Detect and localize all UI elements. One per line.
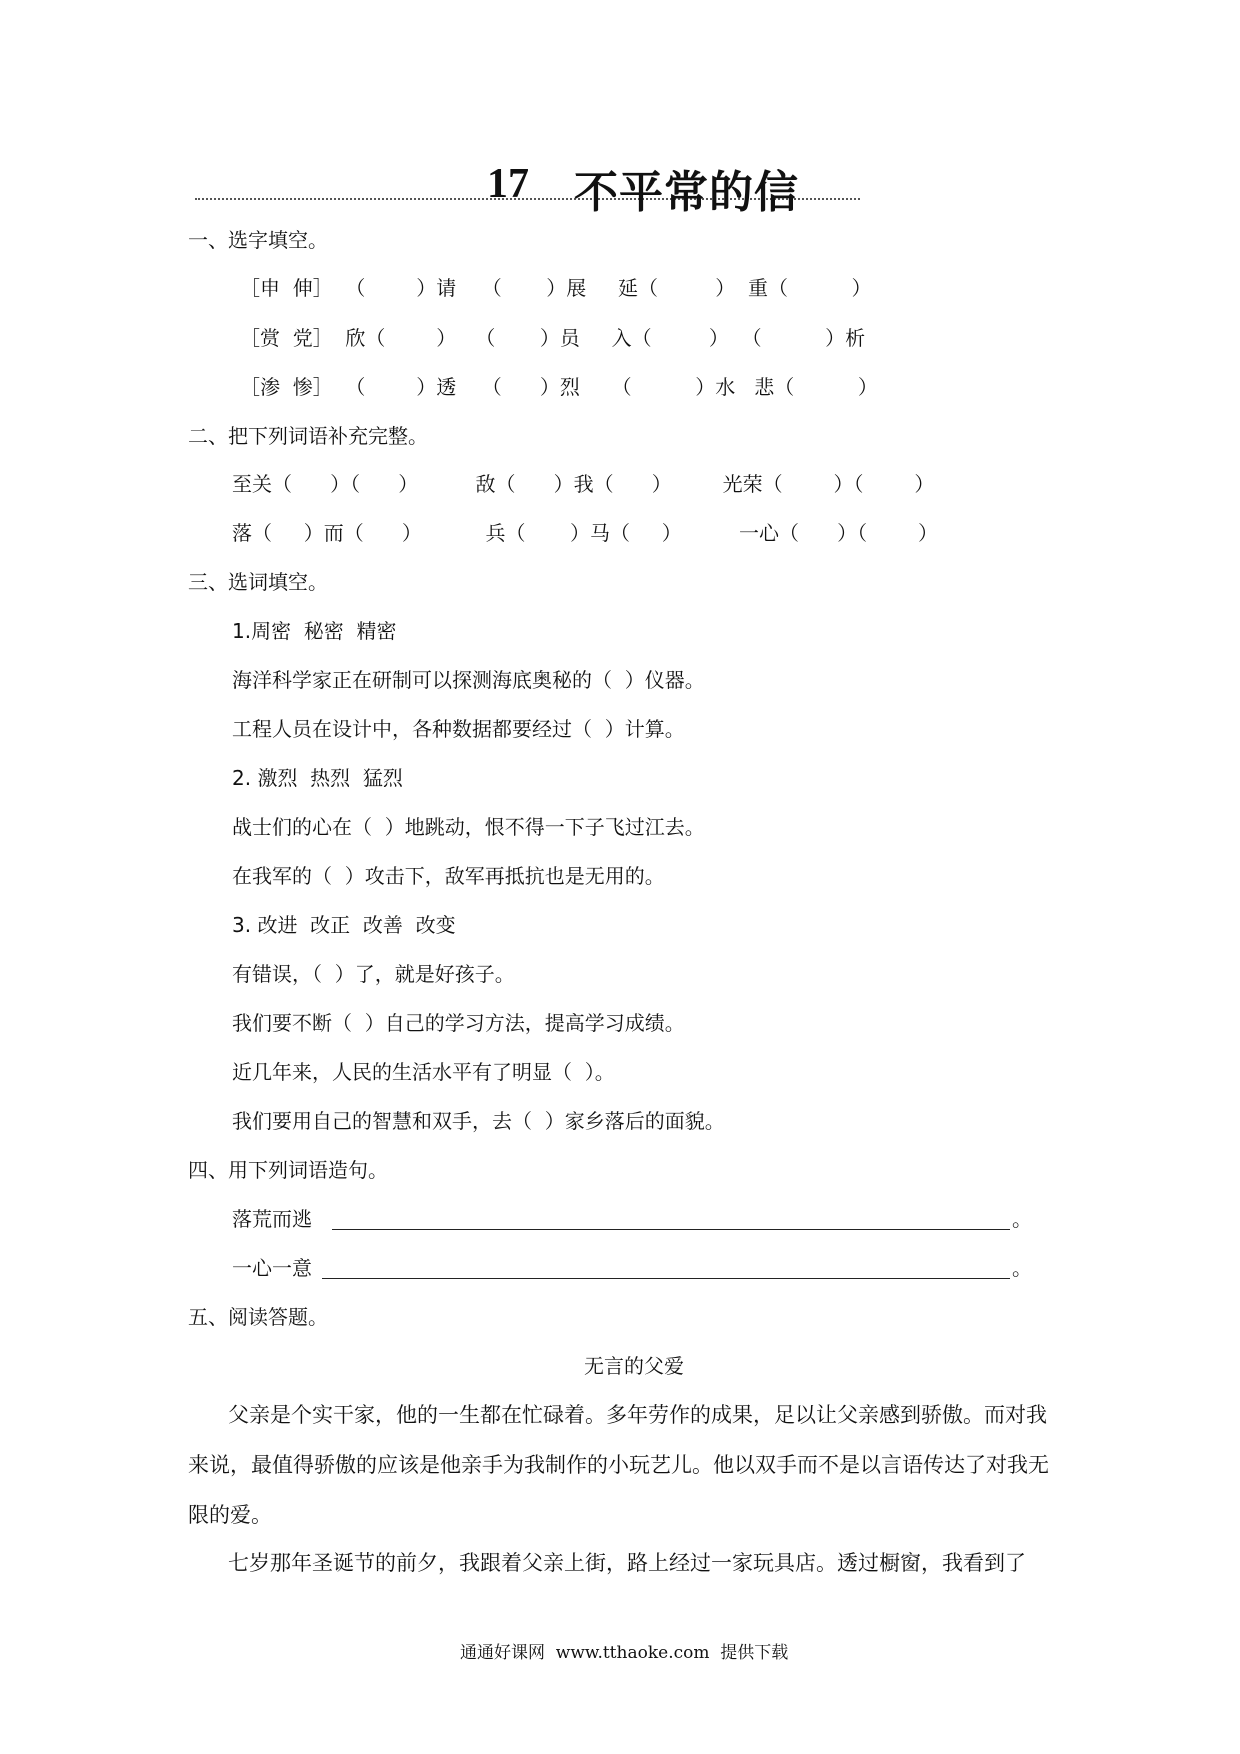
story-paragraph: 父亲是个实干家，他的一生都在忙碌着。多年劳作的成果，足以让父亲感到骄傲。而对我来说，最值得骄傲的应该是他亲手为我制作的小玩艺儿。他以双手而不是以言语传达了对我无限的爱。 [188, 1403, 1049, 1527]
section1-row: ［赏 党］ 欣（ ） （ ）员 入（ ） （ ）析 [240, 326, 866, 350]
sentence-end: 。 [1012, 1207, 1032, 1231]
answer-line[interactable] [332, 1229, 1010, 1230]
lesson-number: 17 [487, 161, 529, 207]
section2-row: 至关（ ）（ ） 敌（ ）我（ ） 光荣（ ）（ ） [232, 472, 935, 496]
fill-sentence: 海洋科学家正在研制可以探测海底奥秘的（ ）仪器。 [232, 668, 705, 692]
fill-sentence: 战士们的心在（ ）地跳动，恨不得一下子飞过江去。 [232, 815, 705, 839]
word-group: 3. 改进 改正 改善 改变 [232, 913, 456, 937]
section2-heading: 二、把下列词语补充完整。 [188, 424, 428, 448]
section2-row: 落（ ）而（ ） 兵（ ）马（ ） 一心（ ）（ ） [232, 521, 939, 545]
page-title: 不平常的信 [574, 167, 799, 218]
fill-sentence: 近几年来，人民的生活水平有了明显（ ）。 [232, 1060, 615, 1084]
story-paragraph: 七岁那年圣诞节的前夕，我跟着父亲上街，路上经过一家玩具店。透过橱窗，我看到了 [228, 1551, 1026, 1575]
section1-heading: 一、选字填空。 [188, 228, 328, 252]
word-group: 2. 激烈 热烈 猛烈 [232, 766, 403, 790]
section1-row: ［渗 惨］ （ ）透 （ ）烈 （ ）水 悲（ ） [240, 375, 878, 399]
fill-sentence: 工程人员在设计中，各种数据都要经过（ ）计算。 [232, 717, 685, 741]
fill-sentence: 我们要用自己的智慧和双手，去（ ）家乡落后的面貌。 [232, 1109, 725, 1133]
section3-heading: 三、选词填空。 [188, 570, 328, 594]
section4-heading: 四、用下列词语造句。 [188, 1158, 388, 1182]
fill-sentence: 在我军的（ ）攻击下，敌军再抵抗也是无用的。 [232, 864, 665, 888]
sentence-word: 落荒而逃 [232, 1207, 312, 1231]
answer-line[interactable] [322, 1278, 1010, 1279]
fill-sentence: 我们要不断（ ）自己的学习方法，提高学习成绩。 [232, 1011, 685, 1035]
section1-row: ［申 伸］ （ ）请 （ ）展 延（ ） 重（ ） [240, 276, 872, 300]
story-title: 无言的父爱 [584, 1354, 684, 1378]
sentence-word: 一心一意 [232, 1256, 312, 1280]
sentence-end: 。 [1012, 1256, 1032, 1280]
page-footer: 通通好课网 www.tthaoke.com 提供下载 [460, 1643, 789, 1663]
word-group: 1.周密 秘密 精密 [232, 619, 397, 643]
section5-heading: 五、阅读答题。 [188, 1305, 328, 1329]
fill-sentence: 有错误，（ ）了，就是好孩子。 [232, 962, 515, 986]
